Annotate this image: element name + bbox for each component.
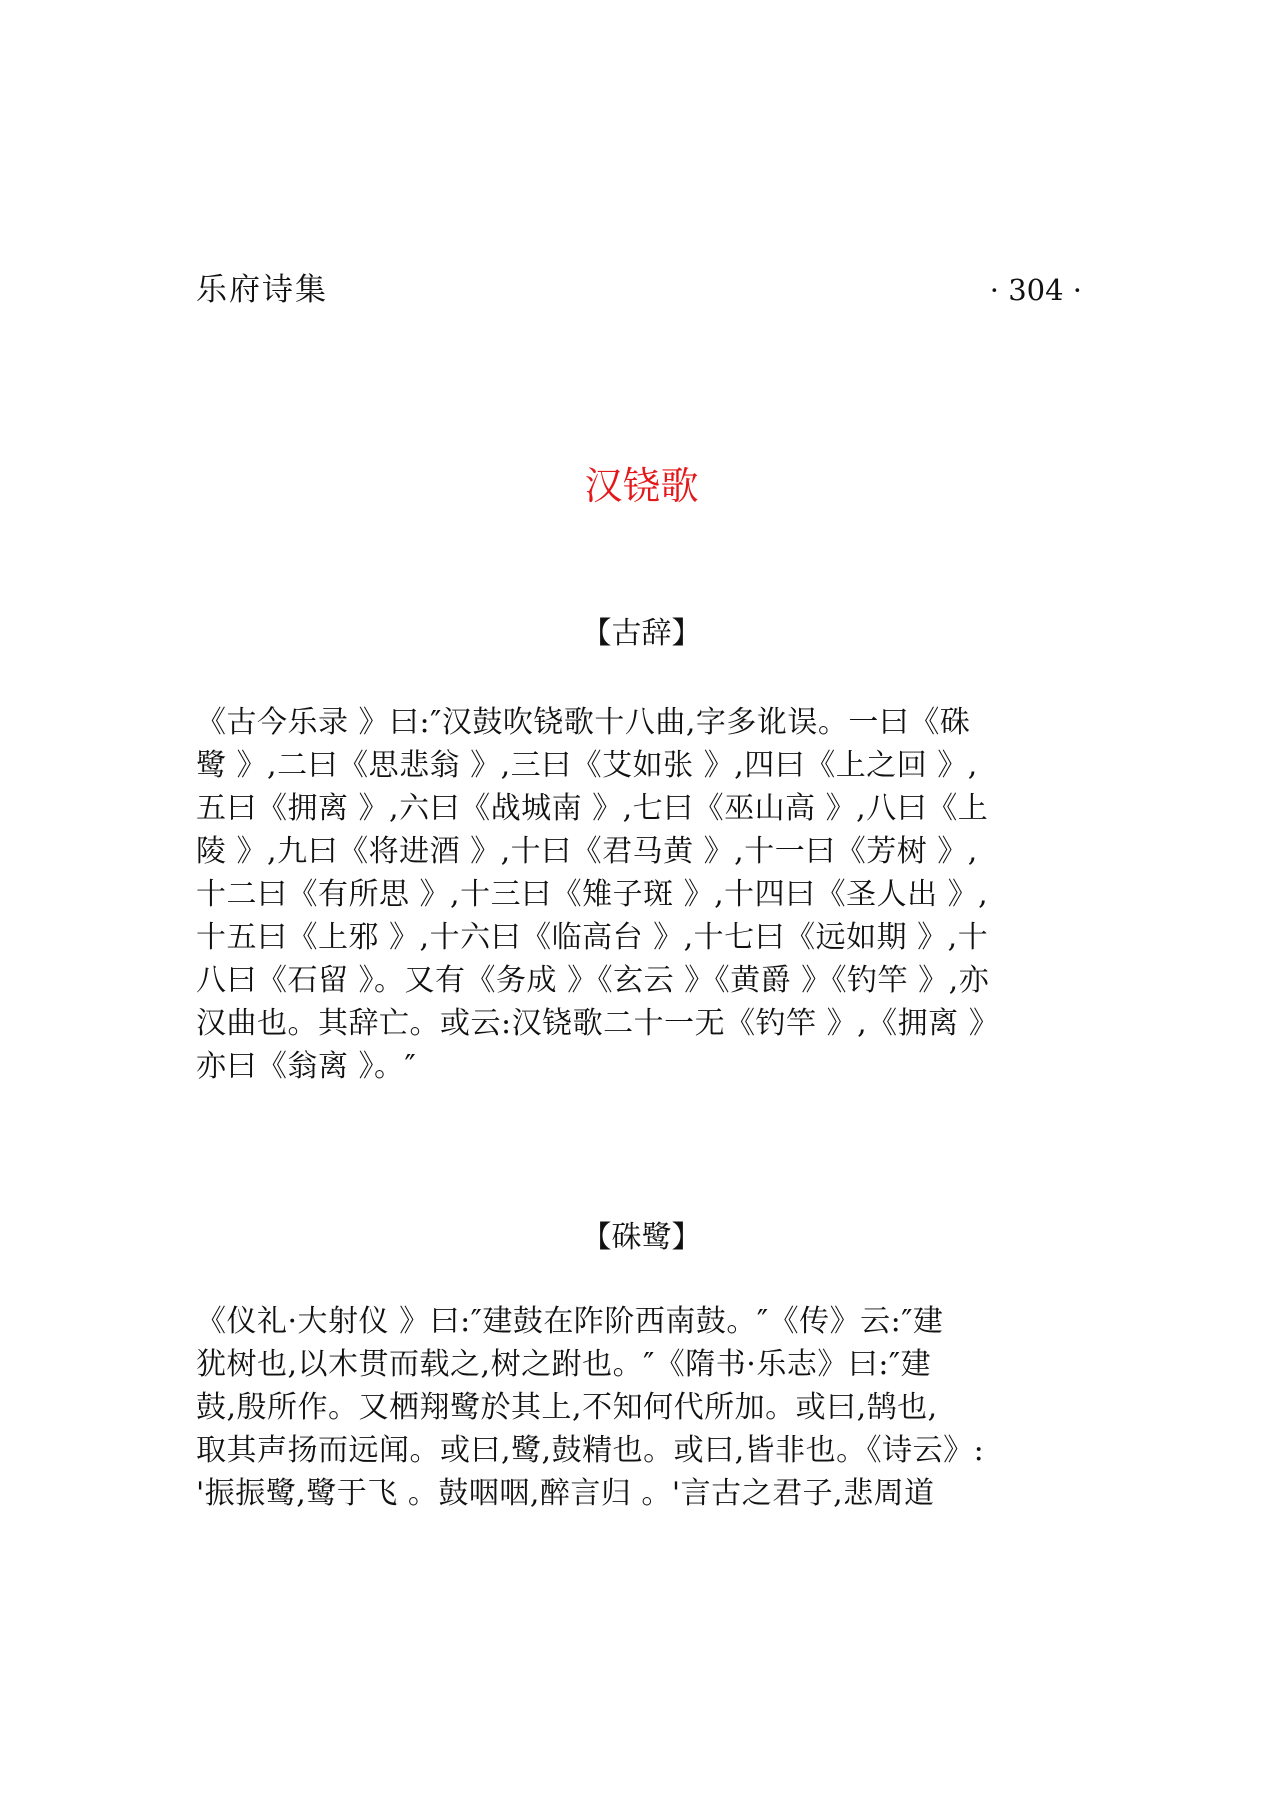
section-body-guci <box>196 701 1096 1088</box>
text-line: 鼓,殷所作。又栖翔鹭於其上,不知何代所加。或曰,鹄也, <box>196 1390 938 1425</box>
text-line: 五曰《拥离 》,六曰《战城南 》,七曰《巫山高 》,八曰《上 <box>196 791 989 826</box>
book-title: 乐府诗集 <box>196 272 328 308</box>
text-line: 犹树也,以木贯而载之,树之跗也。″《隋书·乐志》曰:″建 <box>196 1347 932 1382</box>
page-number: · 304 · <box>989 273 1082 307</box>
text-line: 亦曰《翁离 》。″ <box>196 1049 417 1084</box>
chapter-title: 汉铙歌 <box>584 464 699 508</box>
section-heading-guci: 【古辞】 <box>581 616 702 651</box>
text-line: 八曰《石留 》。又有《务成 》《玄云 》《黄爵 》《钓竿 》,亦 <box>196 963 990 998</box>
section-body-zhulu <box>196 1300 1096 1515</box>
text-line: 十五曰《上邪 》,十六曰《临高台 》,十七曰《远如期 》,十 <box>196 920 989 955</box>
running-header <box>196 268 1082 312</box>
text-line: 《仪礼·大射仪 》曰:″建鼓在阼阶西南鼓。″《传》云:″建 <box>196 1304 944 1339</box>
text-line: 《古今乐录 》曰:″汉鼓吹铙歌十八曲,字多讹误。一曰《硃 <box>196 705 971 740</box>
section-heading-zhulu: 【硃鹭】 <box>581 1220 702 1255</box>
text-line: 陵 》,九曰《将进酒 》,十曰《君马黄 》,十一曰《芳树 》, <box>196 834 978 869</box>
text-line: 鹭 》,二曰《思悲翁 》,三曰《艾如张 》,四曰《上之回 》, <box>196 748 978 783</box>
text-line: '振振鹭,鹭于飞 。鼓咽咽,醉言归 。'言古之君子,悲周道 <box>196 1476 935 1511</box>
text-line: 汉曲也。其辞亡。或云:汉铙歌二十一无《钓竿 》,《拥离 》 <box>196 1006 1000 1041</box>
text-line: 十二曰《有所思 》,十三曰《雉子斑 》,十四曰《圣人出 》, <box>196 877 989 912</box>
text-line: 取其声扬而远闻。或曰,鹭,鼓精也。或曰,皆非也。《诗云》: <box>196 1433 985 1468</box>
